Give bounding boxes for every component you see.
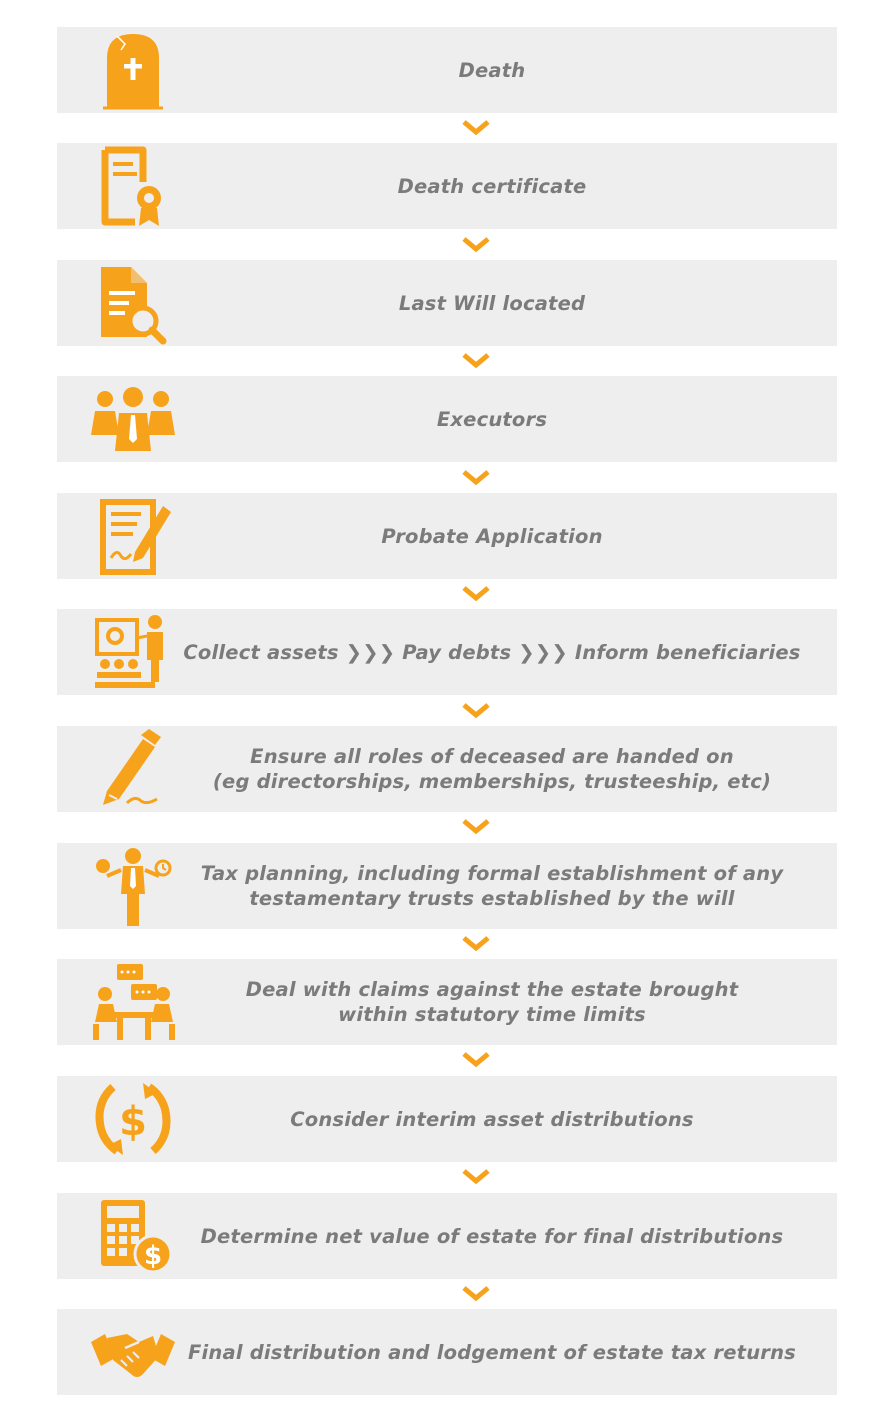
step-label: Collect assets ❯❯❯ Pay debts ❯❯❯ Inform beneficiaries <box>183 640 801 664</box>
step-death <box>57 27 837 113</box>
chevron-down-icon <box>461 818 491 836</box>
chevron-down-icon <box>461 352 491 370</box>
step-label: Tax planning, including formal establishment of any testamentary trusts established by the will <box>200 862 784 910</box>
step-collect-assets <box>57 609 837 695</box>
step-label: Last Will located <box>398 291 586 315</box>
chevron-down-icon <box>461 1051 491 1069</box>
step-label: Determine net value of estate for final distributions <box>200 1224 784 1248</box>
chevron-down-icon <box>461 702 491 720</box>
step-label: Ensure all roles of deceased are handed on (eg directorships, memberships, trusteeship, etc) <box>212 745 772 793</box>
chevron-down-icon <box>461 585 491 603</box>
chevron-down-icon <box>461 935 491 953</box>
step-last-will-located <box>57 260 837 346</box>
step-tax-planning <box>57 843 837 929</box>
step-interim-distributions <box>57 1076 837 1162</box>
chevron-down-icon <box>461 236 491 254</box>
step-label: Probate Application <box>381 524 603 548</box>
chevron-down-icon <box>461 1285 491 1303</box>
svg-text:$: $ <box>119 1099 147 1145</box>
chevron-down-icon <box>461 119 491 137</box>
chevron-down-icon <box>461 469 491 487</box>
step-deal-with-claims <box>57 959 837 1045</box>
step-final-distribution <box>57 1309 837 1395</box>
step-label: Consider interim asset distributions <box>290 1107 694 1131</box>
step-death-certificate <box>57 143 837 229</box>
step-determine-net-value <box>57 1193 837 1279</box>
step-label: Final distribution and lodgement of estate tax returns <box>188 1340 796 1364</box>
step-label: Death certificate <box>397 174 587 198</box>
step-label: Executors <box>436 407 548 431</box>
step-executors <box>57 376 837 462</box>
svg-text:$: $ <box>143 1241 163 1271</box>
chevron-down-icon <box>461 1168 491 1186</box>
step-label: Death <box>458 58 526 82</box>
step-ensure-roles <box>57 726 837 812</box>
step-label: Deal with claims against the estate brought within statutory time limits <box>245 978 739 1026</box>
step-probate-application <box>57 493 837 579</box>
